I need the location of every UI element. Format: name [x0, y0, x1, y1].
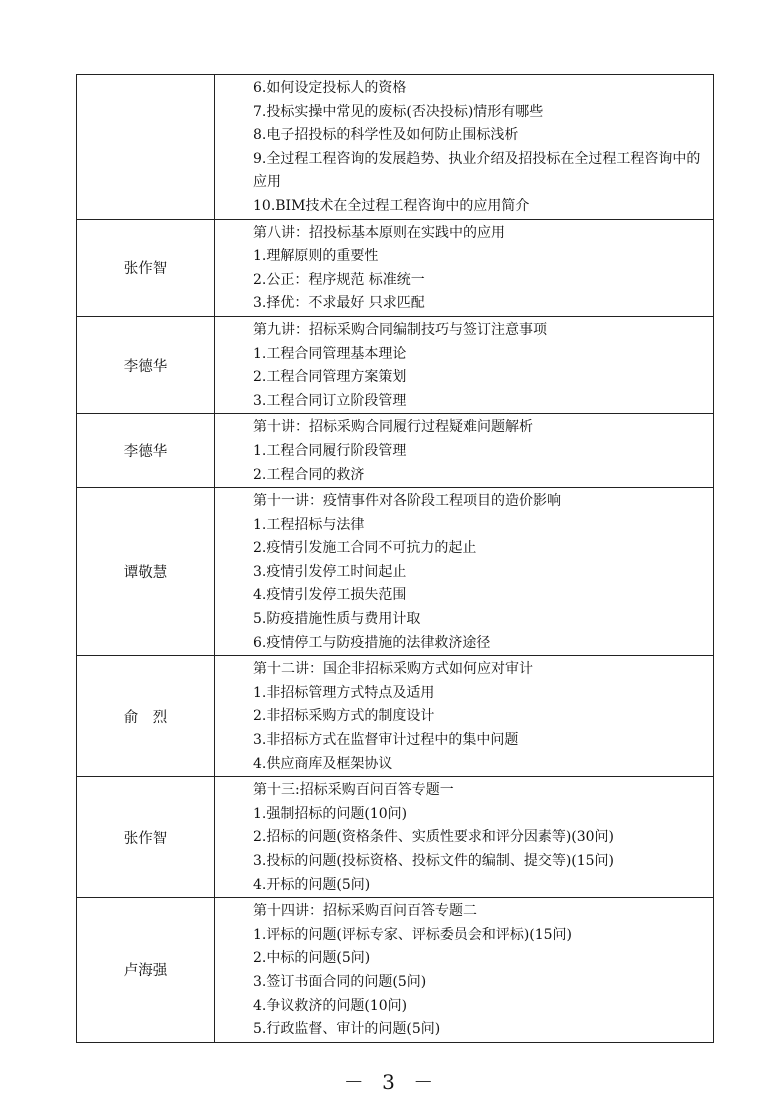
- topic-line: 3.投标的问题(投标资格、投标文件的编制、提交等)(15问): [253, 853, 615, 869]
- topic-cell: [215, 488, 714, 656]
- topic-cell: [215, 316, 714, 413]
- topic-line: 4.疫情引发停工损失范围: [253, 587, 407, 604]
- lecturer-cell: 谭敬慧: [77, 488, 215, 656]
- topic-line: 8.电子招投标的科学性及如何防止围标浅析: [253, 127, 519, 144]
- topic-line: 5.防疫措施性质与费用计取: [253, 611, 421, 628]
- topic-line: 1.评标的问题(评标专家、评标委员会和评标)(15问): [253, 926, 573, 943]
- table-row: [77, 898, 714, 1043]
- topic-cell: [215, 219, 714, 316]
- topic-line: 1.工程合同履行阶段管理: [253, 442, 407, 459]
- topic-line: 2.工程合同管理方案策划: [253, 369, 407, 386]
- topic-line: 2.中标的问题(5问): [253, 950, 371, 967]
- lecture-title: 第十三:招标采购百问百答专题一: [253, 782, 454, 799]
- topic-line: 10.BIM技术在全过程工程咨询中的应用简介: [253, 197, 530, 214]
- page-number: － 3 －: [343, 1070, 440, 1094]
- table-row: [77, 316, 714, 413]
- topic-line: 2.工程合同的救济: [253, 466, 365, 483]
- topic-line: 2.非招标采购方式的制度设计: [253, 708, 435, 725]
- topic-line: 1.工程招标与法律: [253, 516, 365, 533]
- table-row: [77, 488, 714, 656]
- topic-line: 3.工程合同订立阶段管理: [253, 392, 407, 409]
- topic-line: 4.开标的问题(5问): [253, 876, 371, 893]
- topic-line: 2.招标的问题(资格条件、实质性要求和评分因素等)(30问): [253, 829, 615, 846]
- lecturer-cell: 卢海强: [77, 898, 215, 1043]
- table-row: [77, 219, 714, 316]
- topic-line: 4.争议救济的问题(10问): [253, 997, 408, 1014]
- topic-line: 3.非招标方式在监督审计过程中的集中问题: [253, 732, 519, 749]
- topic-line: 6.如何设定投标人的资格: [253, 80, 407, 96]
- topic-line: 1.工程合同管理基本理论: [253, 345, 407, 362]
- topic-line: 1.理解原则的重要性: [253, 248, 379, 265]
- table-row: [77, 414, 714, 488]
- topic-line: 1.非招标管理方式特点及适用: [253, 684, 435, 701]
- table-row: [77, 777, 714, 898]
- lecturer-cell: 李德华: [77, 316, 215, 413]
- schedule-table: [76, 74, 714, 1043]
- lecture-title: 第十四讲：招标采购百问百答专题二: [253, 903, 477, 920]
- topic-line: 4.供应商库及框架协议: [253, 755, 393, 772]
- lecturer-cell: [77, 75, 215, 220]
- topic-line: 3.疫情引发停工时间起止: [253, 563, 407, 580]
- lecture-title: 第十二讲：国企非招标采购方式如何应对审计: [253, 661, 533, 678]
- lecture-title: 第八讲：招投标基本原则在实践中的应用: [253, 224, 505, 241]
- topic-cell: [215, 75, 714, 220]
- topic-cell: [215, 777, 714, 898]
- topic-line: 6.疫情停工与防疫措施的法律救济途径: [253, 634, 491, 651]
- lecture-title: 第十一讲：疫情事件对各阶段工程项目的造价影响: [253, 493, 561, 510]
- lecture-title: 第九讲：招标采购合同编制技巧与签订注意事项: [253, 321, 547, 338]
- topic-cell: [215, 414, 714, 488]
- lecturer-cell: 俞 烈: [77, 656, 215, 777]
- lecture-title: 第十讲：招标采购合同履行过程疑难问题解析: [253, 419, 533, 436]
- topic-line: 7.投标实操中常见的废标(否决投标)情形有哪些: [253, 103, 544, 120]
- table-row: [77, 656, 714, 777]
- lecturer-cell: 张作智: [77, 219, 215, 316]
- topic-line: 3.签订书面合同的问题(5问): [253, 973, 427, 990]
- topic-line: 1.强制招标的问题(10问): [253, 805, 408, 822]
- topic-line: 3.择优：不求最好 只求匹配: [253, 295, 425, 312]
- lecturer-cell: 张作智: [77, 777, 215, 898]
- topic-line: 2.疫情引发施工合同不可抗力的起止: [253, 540, 477, 557]
- table-row: [77, 75, 714, 220]
- topic-line: 5.行政监督、审计的问题(5问): [253, 1021, 441, 1038]
- topic-line: 2.公正：程序规范 标准统一: [253, 271, 425, 288]
- topic-cell: [215, 656, 714, 777]
- topic-line: 9.全过程工程咨询的发展趋势、执业介绍及招投标在全过程工程咨询中的应用: [253, 150, 701, 191]
- lecturer-cell: 李德华: [77, 414, 215, 488]
- topic-cell: [215, 898, 714, 1043]
